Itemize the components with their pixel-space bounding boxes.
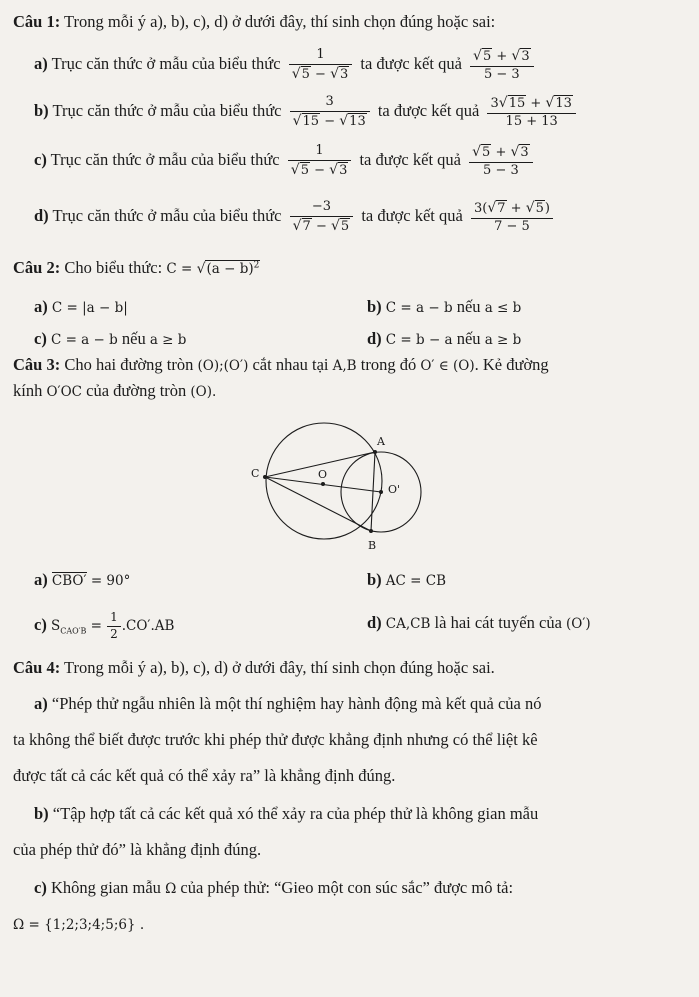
q2-heading — [13, 259, 260, 278]
circle-o — [266, 423, 382, 539]
q1-b-label: b) — [34, 101, 49, 121]
q4-item-c-line-1: c) Không gian mẫu Ω của phép thử: “Gieo một con súc sắc” được mô tả: — [34, 878, 514, 897]
q1-item-b — [34, 95, 580, 130]
q3-line-2: kính O′OC của đường tròn (O). — [13, 381, 217, 400]
q1-intro: Trong mỗi ý a), b), c), d) ở dưới đây, thí sinh chọn đúng hoặc sai: — [64, 12, 496, 31]
q1-item-a — [34, 48, 538, 83]
q1-a-result: $\frac{√5 + √3}{5 - 3}$ — [470, 48, 534, 83]
q3-item-b: b) AC = CB — [367, 570, 447, 589]
point-a — [373, 450, 377, 454]
q2-expression: $C = √(a - b)^2$ — [166, 260, 260, 277]
q3-line-1: Câu 3: Cho hai đường tròn (O);(O′) cắt nhau tại A,B trong đó O′ ∈ (O). Kẻ đường — [13, 355, 549, 374]
q4-item-a-line-2: ta không thể biết được trước khi phép thử được khẳng định nhưng có thể liệt kê — [13, 730, 538, 749]
q1-c-expression: $\frac{1}{√5 - √3}$ — [288, 144, 352, 179]
q3-geometry-figure — [225, 415, 455, 565]
label-o-prime: O' — [388, 483, 401, 496]
q2-intro: Cho biểu thức: — [64, 258, 163, 277]
q2-title: Câu 2: — [13, 258, 61, 277]
q1-a-mid: ta được kết quả — [360, 54, 462, 74]
q1-a-expression: $\frac{1}{√5 - √3}$ — [289, 48, 353, 83]
q4-heading — [13, 659, 495, 678]
q2-item-d: d) C = b − a nếu a ≥ b — [367, 329, 522, 348]
q2-item-b: b) C = a − b nếu a ≤ b — [367, 297, 522, 316]
q1-d-label: d) — [34, 206, 49, 226]
q1-heading — [13, 13, 495, 32]
point-o — [321, 482, 325, 486]
point-c — [263, 475, 267, 479]
q1-b-pre: Trục căn thức ở mẫu của biểu thức — [52, 101, 282, 121]
q1-a-label: a) — [34, 54, 48, 74]
q1-b-result: $\frac{3√15 + √13}{15 + 13}$ — [487, 95, 575, 130]
q1-c-mid: ta được kết quả — [359, 150, 461, 170]
q1-title: Câu 1: — [13, 12, 61, 31]
q4-item-a-line-3: được tất cả các kết quả có thể xảy ra” là khẳng định đúng. — [13, 766, 396, 785]
q1-d-expression: $\frac{-3}{√7 - √5}$ — [290, 200, 354, 235]
q2-item-c: c) C = a − b nếu a ≥ b — [34, 329, 187, 348]
q3-title: Câu 3: — [13, 355, 61, 374]
q4-item-b-line-2: của phép thử đó” là khẳng định đúng. — [13, 840, 262, 859]
point-b — [369, 529, 373, 533]
line-cb — [265, 477, 371, 531]
label-b: B — [368, 539, 377, 552]
q1-d-mid: ta được kết quả — [361, 206, 463, 226]
q1-b-expression: $\frac{3}{√15 - √13}$ — [290, 95, 370, 130]
q1-c-label: c) — [34, 150, 47, 170]
q3-item-c: c) $S_{CAO'B}$ = $\frac{1}{2}$ .CO′.AB — [34, 610, 175, 641]
q2-item-a: a) C = |a − b| — [34, 297, 128, 316]
label-o: O — [318, 468, 328, 481]
q4-item-b-line-1: b) “Tập hợp tất cả các kết quả xó thể xảy ra của phép thử là không gian mẫu — [34, 804, 539, 823]
q4-item-c-line-2: Ω = {1;2;3;4;5;6} . — [13, 917, 145, 933]
q1-d-pre: Trục căn thức ở mẫu của biểu thức — [52, 206, 282, 226]
q1-a-pre: Trục căn thức ở mẫu của biểu thức — [51, 54, 281, 74]
q3-item-d: d) CA,CB là hai cát tuyến của (O′) — [367, 613, 591, 632]
q1-c-pre: Trục căn thức ở mẫu của biểu thức — [50, 150, 280, 170]
q4-item-a-line-1: a) “Phép thử ngẫu nhiên là một thí nghiệm hay hành động mà kết quả của nó — [34, 694, 542, 713]
q1-b-mid: ta được kết quả — [377, 101, 480, 121]
q1-c-result: $\frac{√5 + √3}{5 - 3}$ — [469, 144, 533, 179]
q4-title: Câu 4: — [13, 658, 61, 677]
q4-intro: Trong mỗi ý a), b), c), d) ở dưới đây, thí sinh chọn đúng hoặc sai. — [64, 658, 495, 677]
q1-item-d — [34, 200, 557, 235]
q3-item-a: a) CBO′ = 90° — [34, 570, 131, 589]
q1-item-c — [34, 144, 537, 179]
q1-d-result: $\frac{3(√7 + √5)}{7 - 5}$ — [471, 200, 553, 235]
label-c: C — [251, 467, 260, 480]
label-a: A — [377, 435, 385, 448]
point-o-prime — [379, 490, 383, 494]
